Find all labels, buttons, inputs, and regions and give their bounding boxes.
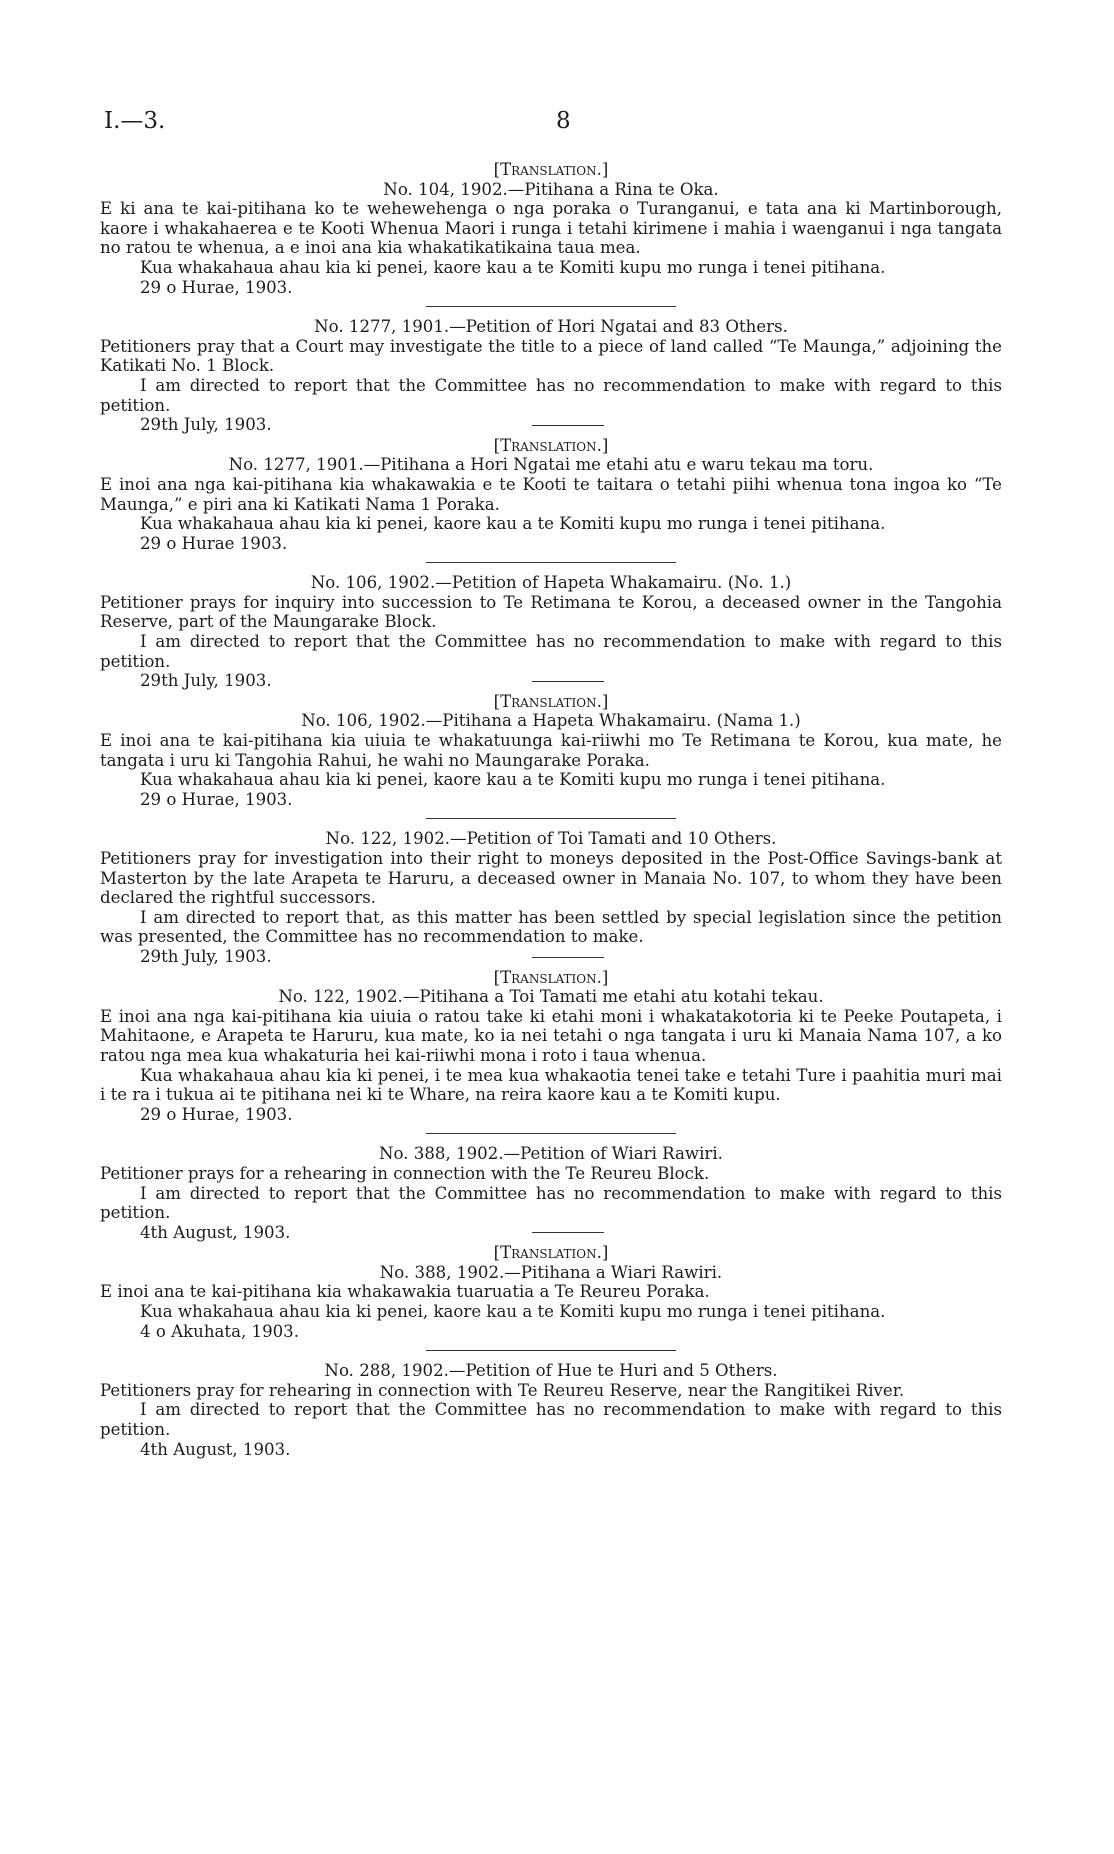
- petition-section: [100, 317, 1002, 435]
- paragraph: I am directed to report that, as this matter has been settled by special legislation since the petition was presented, the Committee has no recommendation to make.: [100, 907, 1002, 947]
- document-body: [100, 156, 1002, 1459]
- paragraph: Kua whakahaua ahau kia ki penei, kaore kau a te Komiti kupu mo runga i tenei pitihana.: [140, 514, 886, 534]
- section-divider: [426, 1350, 676, 1351]
- section-date: 29 o Hurae, 1903.: [140, 789, 293, 809]
- section-divider: [426, 562, 676, 563]
- section-date: 4th August, 1903.: [140, 1439, 291, 1459]
- paragraph: I am directed to report that the Committee has no recommendation to make with regard to this petition.: [100, 632, 1002, 671]
- section-heading: No. 106, 1902.—Petition of Hapeta Whakamairu. (No. 1.): [310, 573, 792, 593]
- short-divider: [532, 957, 604, 958]
- section-heading: No. 106, 1902.—Pitihana a Hapeta Whakamairu. (Nama 1.): [301, 711, 801, 731]
- paragraph: E ki ana te kai-pitihana ko te wehewehenga o nga poraka o Turanganui, e tata ana ki Martinborough, kaore i whakahaerea e te Kooti Whenua Maori i runga i tetahi kirimene i mahia i waenganui i nga tangata no ratou te whenua, a e inoi ana kia whakatikatikaina taua mea.: [100, 199, 1002, 258]
- section-heading: No. 104, 1902.—Pitihana a Rina te Oka.: [383, 179, 719, 199]
- translation-label: [Translation.]: [493, 1243, 609, 1263]
- short-divider: [532, 425, 604, 426]
- page-header: [0, 108, 1114, 142]
- petition-section-translation: [100, 436, 1002, 554]
- petition-section: [100, 573, 1002, 691]
- petition-section-translation: [100, 692, 1002, 810]
- translation-label: [Translation.]: [493, 435, 609, 455]
- petition-section-translation: [100, 1243, 1002, 1341]
- short-divider: [532, 681, 604, 682]
- paragraph: Kua whakahaua ahau kia ki penei, i te mea kua whakaotia tenei take e tetahi Ture i paahitia muri mai i te ra i tukua ai te pitihana nei ki te Whare, na reira kaore kau a te Komiti kupu.: [100, 1065, 1002, 1105]
- page-number: 8: [556, 108, 571, 134]
- section-date: 4th August, 1903.: [140, 1222, 291, 1242]
- translation-label: [Translation.]: [493, 160, 609, 179]
- paragraph: I am directed to report that the Committee has no recommendation to make with regard to this petition.: [100, 375, 1002, 415]
- section-heading: No. 122, 1902.—Pitihana a Toi Tamati me etahi atu kotahi tekau.: [278, 987, 824, 1007]
- translation-label: [Translation.]: [493, 691, 609, 711]
- paragraph: Petitioner prays for a rehearing in connection with the Te Reureu Block.: [100, 1163, 710, 1183]
- section-date: 29th July, 1903.: [140, 671, 272, 691]
- section-heading: No. 1277, 1901.—Petition of Hori Ngatai and 83 Others.: [314, 317, 788, 337]
- paragraph: E inoi ana te kai-pitihana kia uiuia te whakatuunga kai-riiwhi mo Te Retimana te Korou, kua mate, he tangata i uru ki Tangohia Rahui, he wahi no Maungarake Poraka.: [100, 731, 1002, 770]
- paragraph: Petitioners pray for rehearing in connection with Te Reureu Reserve, near the Rangitikei River.: [100, 1380, 905, 1400]
- section-divider: [426, 1133, 676, 1134]
- section-date: 29th July, 1903.: [140, 415, 272, 435]
- short-divider: [532, 1232, 604, 1233]
- paragraph: Kua whakahaua ahau kia ki penei, kaore kau a te Komiti kupu mo runga i tenei pitihana.: [140, 770, 886, 790]
- paragraph: Petitioners pray for investigation into their right to moneys deposited in the Post-Office Savings-bank at Masterton by the late Arapeta te Haruru, a deceased owner in Manaia No. 107, to whom they have been declared the rightful successors.: [100, 849, 1002, 908]
- paragraph: Kua whakahaua ahau kia ki penei, kaore kau a te Komiti kupu mo runga i tenei pitihana.: [140, 1302, 886, 1322]
- section-heading: No. 388, 1902.—Petition of Wiari Rawiri.: [379, 1144, 723, 1164]
- document-reference: I.—3.: [104, 108, 166, 134]
- paragraph: Petitioner prays for inquiry into succession to Te Retimana te Korou, a deceased owner in the Tangohia Reserve, part of the Maungarake Block.: [100, 592, 1002, 632]
- paragraph: I am directed to report that the Committee has no recommendation to make with regard to this petition.: [100, 1183, 1002, 1223]
- section-heading: No. 288, 1902.—Petition of Hue te Huri and 5 Others.: [324, 1361, 778, 1381]
- petition-section: [100, 1144, 1002, 1242]
- section-divider: [426, 818, 676, 819]
- paragraph: E inoi ana nga kai-pitihana kia whakawakia e te Kooti te taitara o tetahi piihi whenua tona ingoa ko “Te Maunga,” e piri ana ki Katikati Nama 1 Poraka.: [100, 474, 1002, 514]
- section-heading: No. 388, 1902.—Pitihana a Wiari Rawiri.: [379, 1262, 723, 1282]
- paragraph: Kua whakahaua ahau kia ki penei, kaore kau a te Komiti kupu mo runga i tenei pitihana.: [140, 257, 886, 277]
- section-date: 29 o Hurae, 1903.: [140, 277, 293, 297]
- translation-label: [Translation.]: [493, 967, 609, 987]
- section-heading: No. 122, 1902.—Petition of Toi Tamati and 10 Others.: [325, 829, 777, 849]
- paragraph: E inoi ana te kai-pitihana kia whakawakia tuaruatia a Te Reureu Poraka.: [100, 1282, 710, 1302]
- paragraph: I am directed to report that the Committee has no recommendation to make with regard to this petition.: [100, 1400, 1002, 1440]
- section-date: 29th July, 1903.: [140, 946, 272, 966]
- section-heading: No. 1277, 1901.—Pitihana a Hori Ngatai me etahi atu e waru tekau ma toru.: [228, 455, 874, 475]
- section-date: 29 o Hurae, 1903.: [140, 1104, 293, 1124]
- section-date: 29 o Hurae 1903.: [140, 533, 288, 553]
- section-date: 4 o Akuhata, 1903.: [140, 1321, 300, 1341]
- petition-section: [100, 1361, 1002, 1459]
- paragraph: Petitioners pray that a Court may investigate the title to a piece of land called “Te Maunga,” adjoining the Katikati No. 1 Block.: [100, 336, 1002, 376]
- section-divider: [426, 306, 676, 307]
- petition-section-translation: [100, 968, 1002, 1125]
- petition-section: [100, 829, 1002, 966]
- paragraph: E inoi ana nga kai-pitihana kia uiuia o ratou take ki etahi moni i whakatakotoria ki te Peeke Poutapeta, i Mahitaone, e Arapeta te Haruru, kua mate, ko ia nei tetahi o nga tangata i uru ki Manaia Nama 107, a ko ratou nga mea kua whakaturia hei kai-riiwhi mona i roto i taua whenua.: [100, 1006, 1002, 1065]
- petition-section-translation: [100, 160, 1002, 297]
